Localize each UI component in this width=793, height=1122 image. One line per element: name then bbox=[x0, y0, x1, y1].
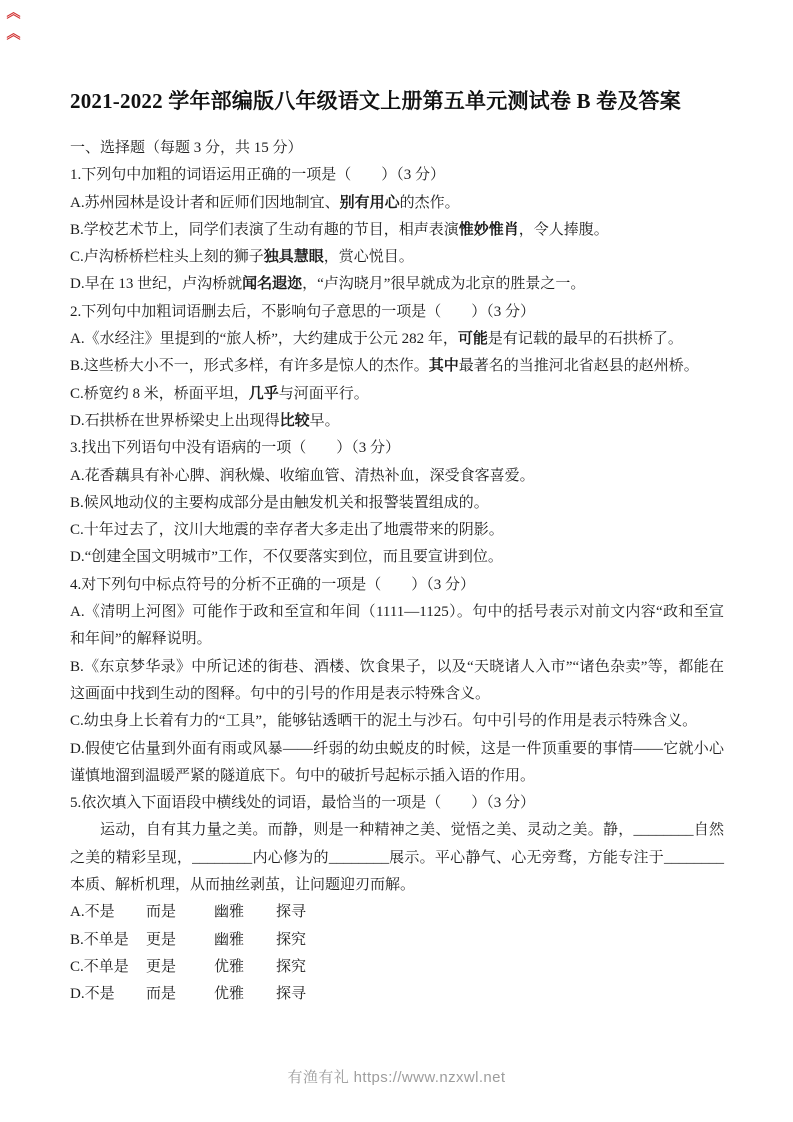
question-4-stem bbox=[70, 572, 724, 599]
option-text: ，“卢沟晓月”很早就成为北京的胜景之一。 bbox=[302, 276, 586, 293]
question-5-stem bbox=[70, 790, 724, 817]
option-cell: B.不单是 bbox=[70, 931, 129, 948]
question-1-option-b bbox=[70, 217, 724, 244]
option-cell: 优雅 bbox=[214, 958, 245, 975]
option-text: B.这些桥大小不一，形式多样，有许多是惊人的杰作。 bbox=[70, 358, 429, 375]
option-cell: 探寻 bbox=[276, 904, 307, 921]
red-seal-mark-icon: 《 bbox=[4, 26, 19, 40]
question-5-option-b bbox=[70, 927, 724, 954]
question-stem-text: 5.依次填入下面语段中横线处的词语，最恰当的一项是（ ）（3 分） bbox=[70, 795, 536, 812]
corner-marks bbox=[4, 5, 18, 40]
section-heading-text: 一、选择题（每题 3 分，共 15 分） bbox=[70, 140, 303, 156]
document-content bbox=[70, 88, 724, 1009]
option-text: A.《清明上河图》可能作于政和至宣和年间（1111—1125）。句中的括号表示对前文内容“政和至宣和年间”的解释说明。 bbox=[70, 604, 724, 648]
option-cell: 幽雅 bbox=[214, 931, 245, 948]
option-text: C.桥宽约 8 米，桥面平坦， bbox=[70, 385, 249, 402]
question-4-option-b bbox=[70, 654, 724, 709]
question-2-option-d bbox=[70, 408, 724, 435]
question-stem-text: 2.下列句中加粗词语删去后，不影响句子意思的一项是（ ）（3 分） bbox=[70, 303, 536, 320]
question-2-option-a bbox=[70, 326, 724, 353]
question-stem-text: 4.对下列句中标点符号的分析不正确的一项是（ ）（3 分） bbox=[70, 576, 476, 593]
option-cell: C.不单是 bbox=[70, 958, 129, 975]
option-text: D.假使它估量到外面有雨或风暴——纤弱的幼虫蜕皮的时候，这是一件顶重要的事情——它就小心谨慎地溜到温暖严紧的隧道底下。句中的破折号起标示插入语的作用。 bbox=[70, 740, 724, 784]
option-text: C.卢沟桥桥栏柱头上刻的狮子 bbox=[70, 249, 264, 266]
option-cell: 更是 bbox=[146, 958, 177, 975]
option-text: A.苏州园林是设计者和匠师们因地制宜、 bbox=[70, 194, 340, 211]
question-1-option-a bbox=[70, 190, 724, 217]
question-4-option-d bbox=[70, 736, 724, 791]
option-cell: 而是 bbox=[146, 986, 177, 1003]
option-text: A.花香藕具有补心脾、润秋燥、收缩血管、清热补血，深受食客喜爱。 bbox=[70, 467, 535, 484]
bold-term: 几乎 bbox=[248, 385, 279, 402]
bold-term: 可能 bbox=[457, 331, 488, 348]
option-text: 早。 bbox=[309, 412, 340, 429]
question-5-option-d bbox=[70, 981, 724, 1008]
option-cell: 探寻 bbox=[276, 986, 307, 1003]
option-cell: 探究 bbox=[276, 931, 307, 948]
option-text: D.石拱桥在世界桥梁史上出现得 bbox=[70, 412, 280, 429]
option-text: B.学校艺术节上，同学们表演了生动有趣的节目，相声表演 bbox=[70, 221, 459, 238]
option-text: A.《水经注》里提到的“旅人桥”，大约建成于公元 282 年， bbox=[70, 331, 458, 348]
option-text: ，令人捧腹。 bbox=[518, 221, 609, 238]
question-1-stem bbox=[70, 162, 724, 189]
option-cell: 探究 bbox=[276, 958, 307, 975]
option-text: C.幼虫身上长着有力的“工具”，能够钻透晒干的泥土与沙石。句中引号的作用是表示特殊含义。 bbox=[70, 713, 698, 730]
question-3-option-d bbox=[70, 544, 724, 571]
question-1-option-c bbox=[70, 244, 724, 271]
question-2-stem bbox=[70, 299, 724, 326]
option-cell: 优雅 bbox=[214, 986, 245, 1003]
option-text: 的杰作。 bbox=[399, 194, 460, 211]
question-5-option-c bbox=[70, 954, 724, 981]
option-cell: 幽雅 bbox=[214, 904, 245, 921]
option-text: C.十年过去了，汶川大地震的幸存者大多走出了地震带来的阴影。 bbox=[70, 522, 504, 539]
question-3-stem bbox=[70, 435, 724, 462]
footer-watermark-text: 有渔有礼 https://www.nzxwl.net bbox=[287, 1069, 506, 1086]
question-2-option-b bbox=[70, 353, 724, 380]
option-text: B.《东京梦华录》中所记述的街巷、酒楼、饮食果子，以及“天晓诸人入市”“诸色杂卖”等，都能在这画面中找到生动的图释。句中的引号的作用是表示特殊含义。 bbox=[70, 658, 724, 702]
bold-term: 独具慧眼 bbox=[263, 249, 324, 266]
section-heading bbox=[70, 135, 724, 162]
question-3-option-a bbox=[70, 463, 724, 490]
question-1-option-d bbox=[70, 271, 724, 298]
option-text: 是有记载的最早的石拱桥了。 bbox=[487, 331, 683, 348]
question-stem-text: 1.下列句中加粗的词语运用正确的一项是（ ）（3 分） bbox=[70, 167, 446, 184]
red-seal-mark-icon: 《 bbox=[4, 5, 19, 19]
option-text: 最著名的当推河北省赵县的赵州桥。 bbox=[458, 358, 699, 375]
bold-term: 惟妙惟肖 bbox=[458, 221, 519, 238]
footer-watermark bbox=[0, 1066, 793, 1087]
question-2-option-c bbox=[70, 381, 724, 408]
option-text: D.早在 13 世纪，卢沟桥就 bbox=[70, 276, 243, 293]
question-stem-text: 3.找出下列语句中没有语病的一项（ ）（3 分） bbox=[70, 440, 401, 457]
question-3-option-b bbox=[70, 490, 724, 517]
option-text: ，赏心悦目。 bbox=[323, 249, 414, 266]
bold-term: 别有用心 bbox=[339, 194, 400, 211]
option-text: B.候风地动仪的主要构成部分是由触发机关和报警装置组成的。 bbox=[70, 494, 489, 511]
page-title: 2021-2022 学年部编版八年级语文上册第五单元测试卷 B 卷及答案 bbox=[70, 89, 681, 113]
option-cell: 更是 bbox=[146, 931, 177, 948]
option-cell: 而是 bbox=[146, 904, 177, 921]
bold-term: 比较 bbox=[279, 412, 310, 429]
question-4-option-a bbox=[70, 599, 724, 654]
question-5-option-a bbox=[70, 899, 724, 926]
option-cell: A.不是 bbox=[70, 904, 115, 921]
question-5-passage bbox=[70, 817, 724, 899]
bold-term: 闻名遐迩 bbox=[242, 276, 303, 293]
question-4-option-c bbox=[70, 708, 724, 735]
option-cell: D.不是 bbox=[70, 986, 115, 1003]
question-3-option-c bbox=[70, 517, 724, 544]
option-text: 与河面平行。 bbox=[278, 385, 369, 402]
bold-term: 其中 bbox=[428, 358, 459, 375]
passage-text: 运动，自有其力量之美。而静，则是一种精神之美、觉悟之美、灵动之美。静，________自然之美的精彩呈现，________内心修为的________展示。平心静气、心无旁骛，方能专注于________本质、解析机理，从而抽丝剥茧，让问题迎刃而解。 bbox=[70, 822, 724, 894]
option-text: D.“创建全国文明城市”工作，不仅要落实到位，而且要宣讲到位。 bbox=[70, 549, 503, 566]
